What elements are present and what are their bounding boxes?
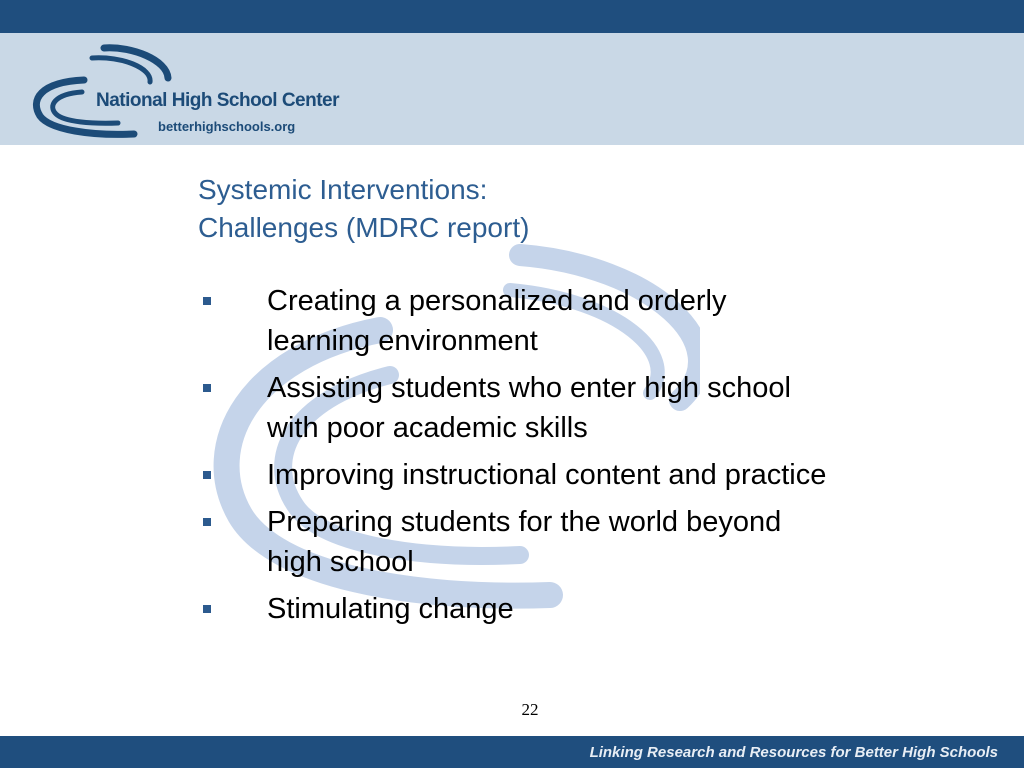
bullet-text-line1: Creating a personalized and orderly — [267, 285, 727, 317]
bullet-text-line1: Stimulating change — [267, 593, 514, 625]
slide-title-line1: Systemic Interventions: — [198, 174, 488, 205]
square-bullet-icon — [203, 471, 211, 479]
bullet-item — [198, 281, 958, 361]
bullet-item — [198, 455, 958, 495]
square-bullet-icon — [203, 297, 211, 305]
top-bar — [0, 0, 1024, 33]
org-name: National High School Center — [96, 90, 340, 111]
bullet-item — [198, 368, 958, 448]
page-number: 22 — [521, 700, 539, 719]
org-logo — [22, 38, 340, 143]
bullet-item — [198, 589, 958, 629]
footer-tagline: Linking Research and Resources for Better High Schools — [589, 744, 998, 761]
bullet-item — [198, 502, 958, 582]
bullet-text-line2: with poor academic skills — [267, 412, 588, 444]
bullet-text-line1: Assisting students who enter high school — [267, 372, 791, 404]
footer-bar — [0, 736, 1024, 768]
bullet-text-line1: Preparing students for the world beyond — [267, 506, 782, 538]
square-bullet-icon — [203, 384, 211, 392]
square-bullet-icon — [203, 605, 211, 613]
bullet-text-line2: high school — [267, 546, 414, 578]
slide-title — [198, 171, 529, 247]
bullet-text-line1: Improving instructional content and practice — [267, 459, 827, 491]
bullet-text-line2: learning environment — [267, 325, 538, 357]
slide-title-line2: Challenges (MDRC report) — [198, 212, 530, 243]
square-bullet-icon — [203, 518, 211, 526]
bullet-list — [198, 281, 958, 636]
org-url: betterhighschools.org — [158, 119, 296, 134]
